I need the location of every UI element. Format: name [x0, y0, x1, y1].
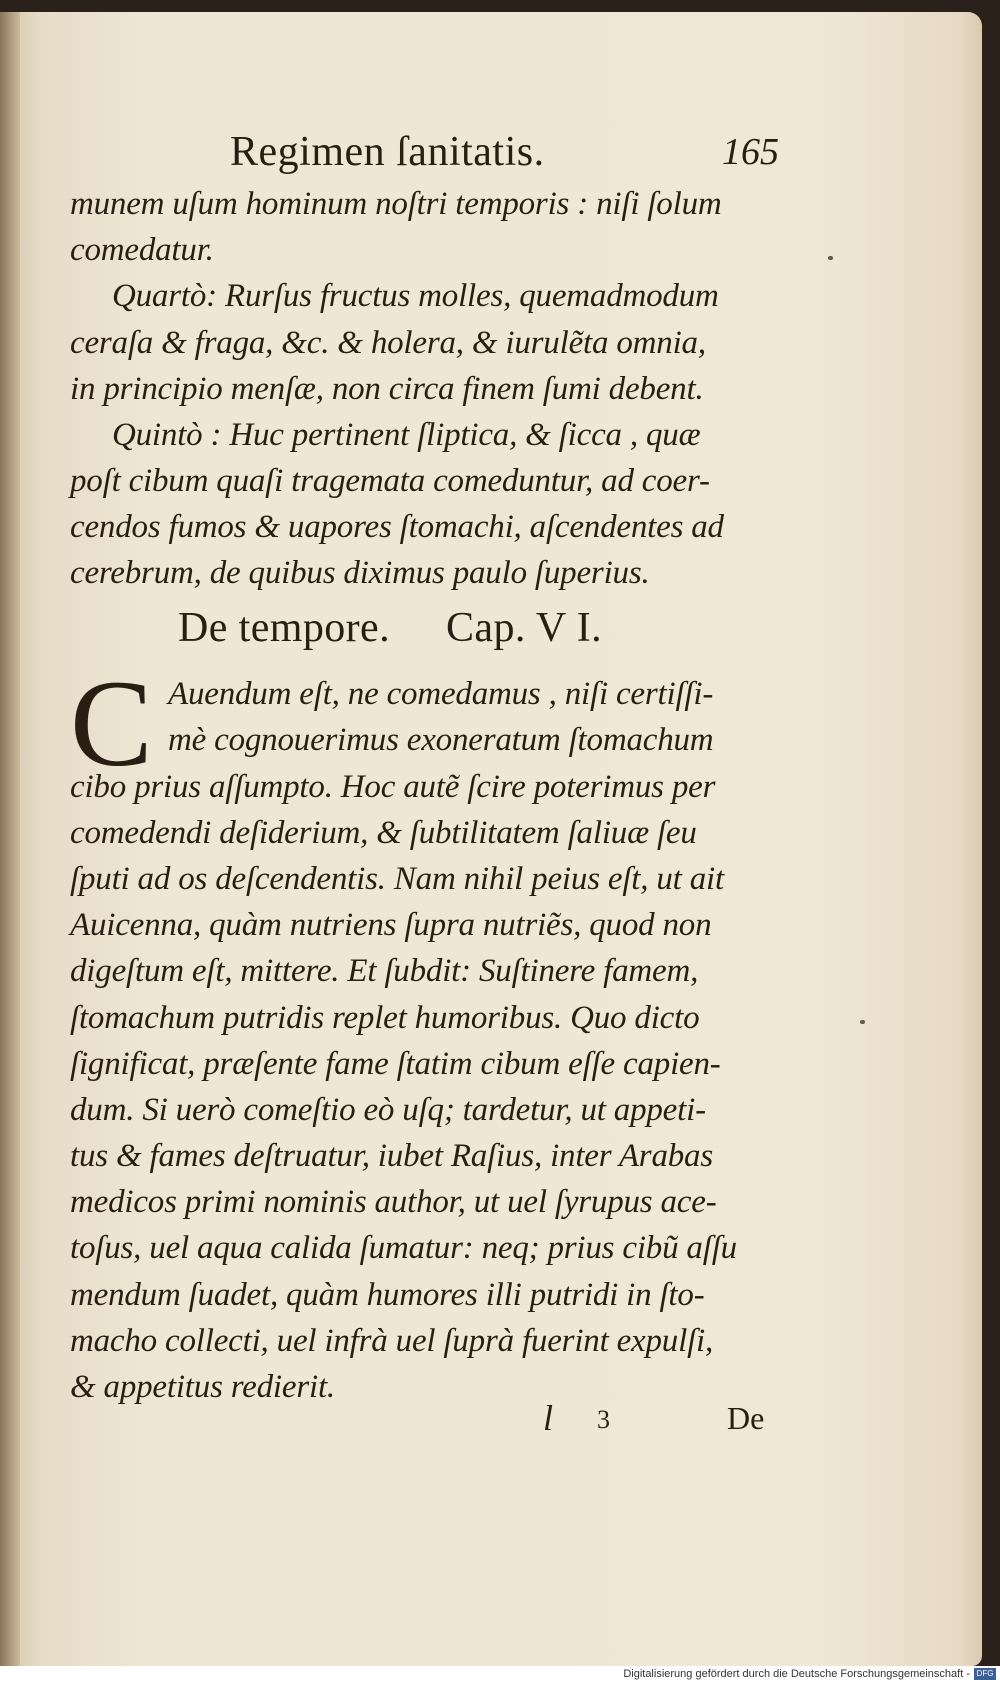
page-number: 165: [722, 131, 779, 173]
text-line: munem uſum hominum noſtri temporis : niſi ſolum: [70, 186, 722, 222]
text-line: mè cognouerimus exoneratum ſtomachum: [168, 722, 714, 758]
text-line: ceraſa & fraga, &c. & holera, & iurulẽta omnia,: [70, 325, 706, 361]
chapter-heading: [178, 604, 602, 652]
text-line: & appetitus redierit.: [70, 1369, 335, 1405]
text-line: ſputi ad os deſcendentis. Nam nihil peius eſt, ut ait: [70, 861, 724, 897]
text-line: ſignificat, præſente fame ſtatim cibum eſſe capien-: [70, 1046, 721, 1082]
dfg-logo: DFG: [974, 1668, 996, 1680]
text-line: in principio menſæ, non circa finem ſumi debent.: [70, 371, 704, 407]
paper-speck: [828, 256, 833, 260]
drop-cap: C: [70, 655, 153, 792]
running-head: [230, 128, 780, 186]
text-line: cibo prius aſſumpto. Hoc autẽ ſcire poterimus per: [70, 769, 716, 805]
text-line: Auicenna, quàm nutriens ſupra nutriẽs, quod non: [70, 907, 712, 943]
text-line: Auendum eſt, ne comedamus , niſi certiſſi-: [168, 676, 714, 712]
text-line: mendum ſuadet, quàm humores illi putridi in ſto-: [70, 1277, 705, 1313]
signature-mark-number: 3: [597, 1405, 610, 1434]
text-line: comedatur.: [70, 232, 214, 268]
paper-speck: [860, 1020, 865, 1024]
running-title: Regimen ſanitatis.: [230, 129, 545, 175]
text-line: comedendi deſiderium, & ſubtilitatem ſaliuæ ſeu: [70, 815, 697, 851]
text-line: digeſtum eſt, mittere. Et ſubdit: Suſtinere famem,: [70, 953, 699, 989]
text-line: poſt cibum quaſi tragemata comeduntur, ad coer-: [70, 463, 710, 499]
chapter-number: Cap. V I.: [445, 605, 603, 651]
text-line: dum. Si uerò comeſtio eò uſq; tardetur, ut appeti-: [70, 1092, 706, 1128]
text-line: cendos fumos & uapores ſtomachi, aſcendentes ad: [70, 509, 724, 545]
text-line: Quintò : Huc pertinent ſliptica, & ſicca , quæ: [112, 417, 701, 453]
text-line: tus & fames deſtruatur, iubet Raſius, inter Arabas: [70, 1138, 713, 1174]
text-line: toſus, uel aqua calida ſumatur: neq; prius cibũ aſſu: [70, 1230, 737, 1266]
catchword: De: [727, 1400, 765, 1436]
text-line: macho collecti, uel infrà uel ſuprà fuerint expulſi,: [70, 1323, 714, 1359]
page-gutter: [0, 12, 20, 1666]
text-line: cerebrum, de quibus diximus paulo ſuperius.: [70, 555, 650, 591]
chapter-title: De tempore.: [178, 605, 390, 651]
digitization-credit: Digitalisierung gefördert durch die Deutsche Forschungsgemeinschaft -: [623, 1668, 970, 1680]
text-line: ſtomachum putridis replet humoribus. Quo dicto: [70, 1000, 700, 1036]
text-line: Quartò: Rurſus fructus molles, quemadmodum: [112, 278, 719, 314]
signature-mark-letter: l: [543, 1398, 554, 1438]
text-line: medicos primi nominis author, ut uel ſyrupus ace-: [70, 1184, 717, 1220]
